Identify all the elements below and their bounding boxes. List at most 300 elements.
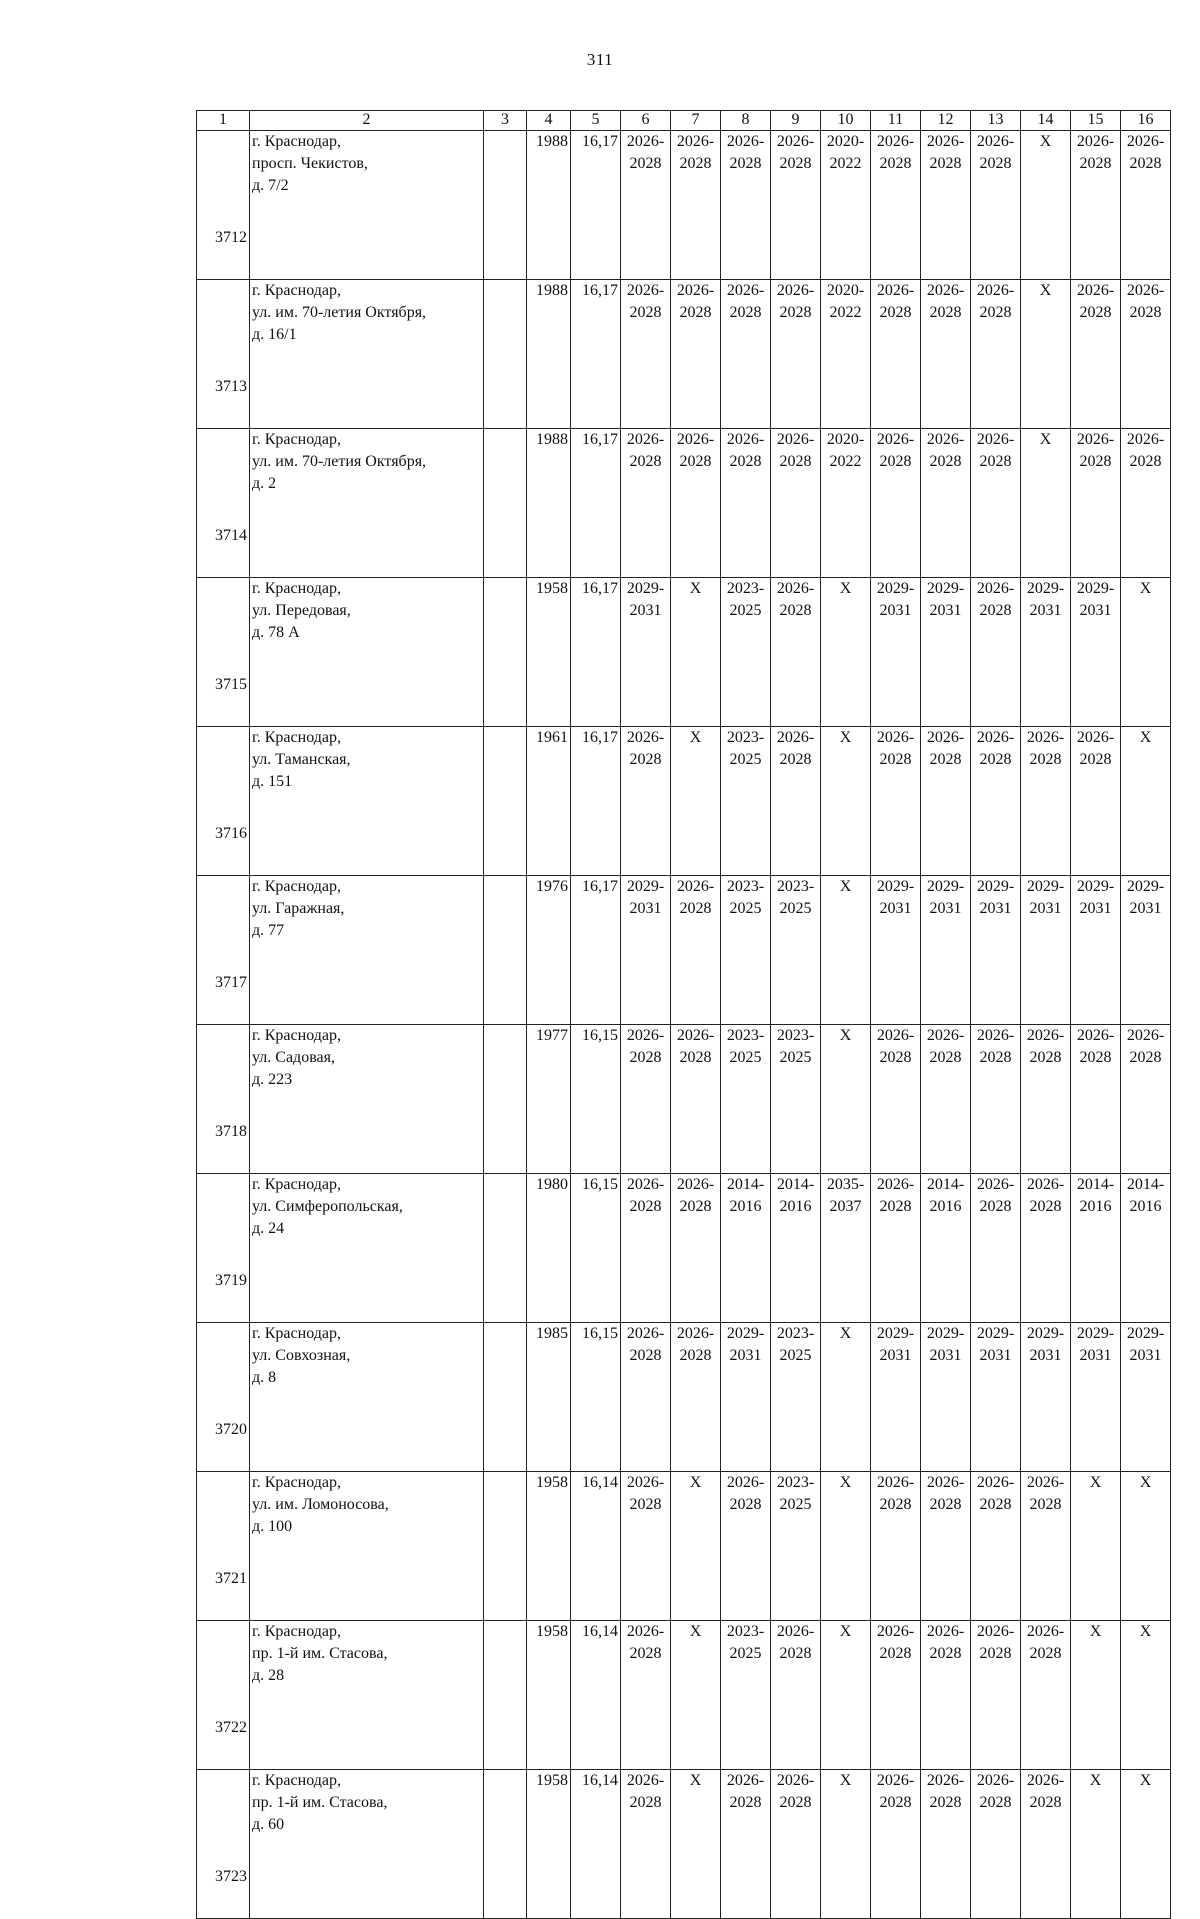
period-start: 2026- xyxy=(1026,1623,1065,1640)
period-start: 2026- xyxy=(926,729,965,746)
column-header-7: 7 xyxy=(671,111,721,131)
period-start: X xyxy=(1139,1474,1152,1491)
period-cell xyxy=(621,131,671,280)
year-cell: 1958 xyxy=(527,1472,571,1621)
period-start: 2026- xyxy=(1026,1027,1065,1044)
period-start: X xyxy=(1089,1772,1102,1789)
period-end: 2028 xyxy=(779,155,812,172)
column-header-11: 11 xyxy=(871,111,921,131)
period-end: 2028 xyxy=(1029,1049,1062,1066)
period-end: 2028 xyxy=(929,1645,962,1662)
period-start: 2026- xyxy=(1126,1027,1165,1044)
period-start: 2026- xyxy=(1126,431,1165,448)
table-row xyxy=(197,727,1171,876)
period-start: 2026- xyxy=(876,729,915,746)
period-cell xyxy=(971,876,1021,1025)
table-row xyxy=(197,429,1171,578)
period-end: 2028 xyxy=(979,1198,1012,1215)
period-start: 2023- xyxy=(726,729,765,746)
period-cell xyxy=(871,876,921,1025)
period-start: 2026- xyxy=(626,1325,665,1342)
period-end: 2028 xyxy=(629,453,662,470)
period-end: 2028 xyxy=(1079,1049,1112,1066)
address-cell xyxy=(250,131,484,280)
row-number: 3713 xyxy=(197,280,250,429)
row-number: 3716 xyxy=(197,727,250,876)
period-end: 2028 xyxy=(929,1496,962,1513)
period-cell xyxy=(921,578,971,727)
period-cell xyxy=(821,280,871,429)
period-end: 2028 xyxy=(879,1794,912,1811)
value-cell: 16,15 xyxy=(571,1323,621,1472)
period-cell xyxy=(721,578,771,727)
table-row xyxy=(197,1323,1171,1472)
period-cell xyxy=(821,1174,871,1323)
address-cell xyxy=(250,429,484,578)
period-cell xyxy=(1121,131,1171,280)
period-cell xyxy=(921,1025,971,1174)
period-cell xyxy=(671,727,721,876)
period-cell xyxy=(721,876,771,1025)
register-table xyxy=(196,110,1171,1919)
address-line: д. 8 xyxy=(252,1369,277,1386)
period-end: 2028 xyxy=(729,304,762,321)
period-start: 2023- xyxy=(776,1474,815,1491)
period-cell xyxy=(921,1770,971,1919)
period-end: 2028 xyxy=(629,1645,662,1662)
period-start: X xyxy=(839,1325,852,1342)
period-cell xyxy=(871,727,921,876)
period-end: 2031 xyxy=(1029,1347,1062,1364)
period-start: 2029- xyxy=(1026,580,1065,597)
period-start: 2029- xyxy=(1126,1325,1165,1342)
period-end: 2016 xyxy=(1079,1198,1112,1215)
address-cell xyxy=(250,1025,484,1174)
period-end: 2028 xyxy=(979,155,1012,172)
period-end: 2025 xyxy=(729,751,762,768)
period-cell xyxy=(1071,727,1121,876)
column-header-16: 16 xyxy=(1121,111,1171,131)
column-3-cell xyxy=(484,1770,527,1919)
period-cell xyxy=(771,131,821,280)
period-start: 2014- xyxy=(776,1176,815,1193)
period-end: 2028 xyxy=(779,1645,812,1662)
period-end: 2028 xyxy=(679,1198,712,1215)
period-end: 2028 xyxy=(1079,304,1112,321)
period-start: 2026- xyxy=(1026,1176,1065,1193)
period-start: 2020- xyxy=(826,431,865,448)
column-3-cell xyxy=(484,1621,527,1770)
period-start: 2026- xyxy=(626,282,665,299)
period-cell xyxy=(871,1323,921,1472)
period-start: 2014- xyxy=(726,1176,765,1193)
period-cell xyxy=(771,1472,821,1621)
period-cell xyxy=(721,1174,771,1323)
period-end: 2031 xyxy=(1079,900,1112,917)
period-start: 2026- xyxy=(776,580,815,597)
period-start: 2026- xyxy=(626,133,665,150)
period-start: 2029- xyxy=(726,1325,765,1342)
period-cell xyxy=(721,1323,771,1472)
period-start: X xyxy=(1139,1623,1152,1640)
row-number: 3721 xyxy=(197,1472,250,1621)
period-end: 2028 xyxy=(629,1198,662,1215)
period-cell xyxy=(1121,1621,1171,1770)
period-start: 2029- xyxy=(1026,1325,1065,1342)
period-cell xyxy=(971,727,1021,876)
period-start: 2026- xyxy=(876,1772,915,1789)
period-end: 2028 xyxy=(929,155,962,172)
row-number: 3722 xyxy=(197,1621,250,1770)
period-end: 2028 xyxy=(729,453,762,470)
address-line: д. 77 xyxy=(252,922,285,939)
period-cell xyxy=(671,1621,721,1770)
period-end: 2025 xyxy=(779,1049,812,1066)
period-start: 2026- xyxy=(976,1623,1015,1640)
period-cell xyxy=(621,1025,671,1174)
period-cell xyxy=(771,1770,821,1919)
period-end: 2028 xyxy=(1029,1794,1062,1811)
table-row xyxy=(197,1621,1171,1770)
period-start: 2026- xyxy=(1126,282,1165,299)
period-end: 2016 xyxy=(929,1198,962,1215)
column-header-13: 13 xyxy=(971,111,1021,131)
period-end: 2028 xyxy=(779,751,812,768)
period-start: 2023- xyxy=(776,878,815,895)
period-end: 2031 xyxy=(1029,602,1062,619)
period-start: 2029- xyxy=(1076,580,1115,597)
value-cell: 16,14 xyxy=(571,1770,621,1919)
period-cell xyxy=(971,1174,1021,1323)
column-3-cell xyxy=(484,1174,527,1323)
period-end: 2025 xyxy=(729,900,762,917)
row-number: 3720 xyxy=(197,1323,250,1472)
period-cell xyxy=(721,1472,771,1621)
period-start: 2026- xyxy=(626,1474,665,1491)
period-cell xyxy=(721,131,771,280)
period-start: 2014- xyxy=(926,1176,965,1193)
period-end: 2028 xyxy=(679,304,712,321)
period-start: X xyxy=(1139,729,1152,746)
period-end: 2028 xyxy=(679,1347,712,1364)
period-cell xyxy=(1021,131,1071,280)
period-start: 2026- xyxy=(926,1474,965,1491)
period-end: 2028 xyxy=(729,1496,762,1513)
period-end: 2028 xyxy=(1029,1496,1062,1513)
period-start: 2026- xyxy=(976,1176,1015,1193)
period-start: 2014- xyxy=(1126,1176,1165,1193)
address-line: ул. Гаражная, xyxy=(252,900,345,917)
column-3-cell xyxy=(484,429,527,578)
period-end: 2031 xyxy=(1079,1347,1112,1364)
period-cell xyxy=(771,1621,821,1770)
period-cell xyxy=(1071,1174,1121,1323)
year-cell: 1980 xyxy=(527,1174,571,1323)
period-start: 2014- xyxy=(1076,1176,1115,1193)
column-header-6: 6 xyxy=(621,111,671,131)
period-end: 2025 xyxy=(779,1496,812,1513)
period-end: 2028 xyxy=(779,304,812,321)
address-line: пр. 1-й им. Стасова, xyxy=(252,1794,388,1811)
address-line: г. Краснодар, xyxy=(252,1325,341,1342)
address-line: ул. Симферопольская, xyxy=(252,1198,403,1215)
period-start: X xyxy=(839,1623,852,1640)
period-end: 2028 xyxy=(629,1347,662,1364)
period-start: 2026- xyxy=(1026,729,1065,746)
period-cell xyxy=(1071,1472,1121,1621)
address-cell xyxy=(250,727,484,876)
column-3-cell xyxy=(484,1025,527,1174)
period-start: 2023- xyxy=(726,878,765,895)
period-start: 2029- xyxy=(626,878,665,895)
period-end: 2031 xyxy=(1129,900,1162,917)
column-header-8: 8 xyxy=(721,111,771,131)
period-start: 2026- xyxy=(1076,282,1115,299)
period-cell xyxy=(1021,1472,1071,1621)
period-end: 2031 xyxy=(629,602,662,619)
period-cell xyxy=(621,578,671,727)
period-end: 2028 xyxy=(629,1496,662,1513)
address-line: г. Краснодар, xyxy=(252,133,341,150)
table-row xyxy=(197,1770,1171,1919)
period-start: X xyxy=(1089,1623,1102,1640)
period-cell xyxy=(671,1025,721,1174)
period-cell xyxy=(1021,1025,1071,1174)
table-row xyxy=(197,578,1171,727)
column-3-cell xyxy=(484,280,527,429)
period-start: X xyxy=(839,878,852,895)
period-cell xyxy=(921,1472,971,1621)
period-cell xyxy=(921,727,971,876)
period-cell xyxy=(671,876,721,1025)
period-start: 2029- xyxy=(626,580,665,597)
period-end: 2028 xyxy=(979,1794,1012,1811)
period-start: X xyxy=(1039,133,1052,150)
period-end: 2016 xyxy=(1129,1198,1162,1215)
period-end: 2028 xyxy=(1029,751,1062,768)
period-start: 2026- xyxy=(926,1027,965,1044)
period-end: 2028 xyxy=(629,751,662,768)
period-end: 2031 xyxy=(929,1347,962,1364)
row-number: 3718 xyxy=(197,1025,250,1174)
period-start: X xyxy=(1039,431,1052,448)
period-cell xyxy=(721,1621,771,1770)
period-end: 2028 xyxy=(979,1645,1012,1662)
period-end: 2028 xyxy=(929,1049,962,1066)
row-number: 3717 xyxy=(197,876,250,1025)
period-end: 2022 xyxy=(829,453,862,470)
address-cell xyxy=(250,1472,484,1621)
period-start: 2026- xyxy=(776,729,815,746)
value-cell: 16,17 xyxy=(571,727,621,876)
period-start: 2026- xyxy=(776,1623,815,1640)
period-cell xyxy=(1021,727,1071,876)
period-start: 2026- xyxy=(926,1772,965,1789)
period-cell xyxy=(871,1472,921,1621)
address-line: ул. им. 70-летия Октября, xyxy=(252,304,427,321)
period-end: 2031 xyxy=(979,900,1012,917)
period-start: 2029- xyxy=(1126,878,1165,895)
period-cell xyxy=(1021,876,1071,1025)
period-end: 2028 xyxy=(679,900,712,917)
period-cell xyxy=(921,429,971,578)
period-cell xyxy=(971,131,1021,280)
period-end: 2025 xyxy=(779,1347,812,1364)
address-line: г. Краснодар, xyxy=(252,431,341,448)
period-start: 2026- xyxy=(876,1623,915,1640)
period-start: 2026- xyxy=(626,1623,665,1640)
period-cell xyxy=(721,429,771,578)
period-start: X xyxy=(1139,1772,1152,1789)
period-cell xyxy=(821,876,871,1025)
period-start: 2026- xyxy=(626,1772,665,1789)
table-body xyxy=(197,131,1171,1919)
period-end: 2022 xyxy=(829,155,862,172)
period-cell xyxy=(1071,876,1121,1025)
period-start: 2020- xyxy=(826,282,865,299)
period-start: 2029- xyxy=(976,1325,1015,1342)
period-start: 2029- xyxy=(926,580,965,597)
period-start: 2026- xyxy=(726,133,765,150)
period-cell xyxy=(671,1770,721,1919)
period-cell xyxy=(921,280,971,429)
period-end: 2028 xyxy=(1079,453,1112,470)
period-end: 2028 xyxy=(929,453,962,470)
period-cell xyxy=(621,1770,671,1919)
address-line: г. Краснодар, xyxy=(252,729,341,746)
period-start: 2026- xyxy=(876,1474,915,1491)
period-cell xyxy=(1071,280,1121,429)
address-line: д. 24 xyxy=(252,1220,285,1237)
period-start: 2026- xyxy=(976,580,1015,597)
period-cell xyxy=(621,429,671,578)
period-cell xyxy=(871,280,921,429)
period-start: 2026- xyxy=(876,431,915,448)
period-cell xyxy=(621,1472,671,1621)
period-start: X xyxy=(839,1474,852,1491)
period-end: 2028 xyxy=(779,602,812,619)
period-start: 2026- xyxy=(676,282,715,299)
period-end: 2028 xyxy=(879,453,912,470)
period-cell xyxy=(821,429,871,578)
row-number: 3715 xyxy=(197,578,250,727)
period-end: 2028 xyxy=(929,1794,962,1811)
address-line: пр. 1-й им. Стасова, xyxy=(252,1645,388,1662)
period-start: 2029- xyxy=(926,1325,965,1342)
period-cell xyxy=(921,131,971,280)
period-end: 2016 xyxy=(779,1198,812,1215)
address-line: д. 151 xyxy=(252,773,293,790)
header-row xyxy=(197,111,1171,131)
column-3-cell xyxy=(484,876,527,1025)
period-cell xyxy=(1071,578,1121,727)
year-cell: 1988 xyxy=(527,280,571,429)
address-line: ул. Садовая, xyxy=(252,1049,335,1066)
period-cell xyxy=(771,1174,821,1323)
period-end: 2028 xyxy=(979,1049,1012,1066)
period-cell xyxy=(921,1621,971,1770)
period-cell xyxy=(771,727,821,876)
period-cell xyxy=(1021,1621,1071,1770)
period-end: 2028 xyxy=(779,453,812,470)
period-end: 2028 xyxy=(629,1794,662,1811)
period-start: 2029- xyxy=(976,878,1015,895)
row-number: 3719 xyxy=(197,1174,250,1323)
column-3-cell xyxy=(484,1323,527,1472)
period-start: 2026- xyxy=(876,133,915,150)
period-start: 2029- xyxy=(926,878,965,895)
period-cell xyxy=(621,1621,671,1770)
period-start: 2026- xyxy=(776,133,815,150)
column-header-14: 14 xyxy=(1021,111,1071,131)
period-cell xyxy=(821,1025,871,1174)
period-end: 2028 xyxy=(1129,453,1162,470)
period-end: 2028 xyxy=(629,155,662,172)
period-cell xyxy=(1071,1025,1121,1174)
column-header-3: 3 xyxy=(484,111,527,131)
period-start: X xyxy=(839,580,852,597)
period-end: 2031 xyxy=(879,900,912,917)
period-start: 2026- xyxy=(726,1474,765,1491)
value-cell: 16,17 xyxy=(571,131,621,280)
period-cell xyxy=(1121,1174,1171,1323)
period-start: 2026- xyxy=(876,1176,915,1193)
period-start: 2026- xyxy=(726,282,765,299)
year-cell: 1961 xyxy=(527,727,571,876)
period-cell xyxy=(821,1472,871,1621)
period-end: 2025 xyxy=(729,1049,762,1066)
period-end: 2031 xyxy=(1029,900,1062,917)
period-start: 2023- xyxy=(776,1325,815,1342)
period-start: 2029- xyxy=(1076,1325,1115,1342)
period-cell xyxy=(1071,1323,1121,1472)
period-start: 2023- xyxy=(726,580,765,597)
period-start: 2029- xyxy=(876,878,915,895)
period-start: 2029- xyxy=(876,580,915,597)
table-row xyxy=(197,1472,1171,1621)
period-start: 2023- xyxy=(776,1027,815,1044)
period-start: 2026- xyxy=(976,282,1015,299)
year-cell: 1988 xyxy=(527,131,571,280)
period-start: 2026- xyxy=(676,133,715,150)
address-line: д. 16/1 xyxy=(252,326,297,343)
address-line: д. 2 xyxy=(252,475,277,492)
period-cell xyxy=(871,131,921,280)
period-start: 2026- xyxy=(1076,1027,1115,1044)
table-row xyxy=(197,1025,1171,1174)
period-cell xyxy=(1071,1770,1121,1919)
address-line: г. Краснодар, xyxy=(252,580,341,597)
year-cell: 1958 xyxy=(527,1770,571,1919)
period-end: 2031 xyxy=(979,1347,1012,1364)
table-row xyxy=(197,280,1171,429)
period-end: 2028 xyxy=(729,155,762,172)
period-start: 2029- xyxy=(1026,878,1065,895)
address-cell xyxy=(250,578,484,727)
period-cell xyxy=(721,1025,771,1174)
period-end: 2028 xyxy=(679,453,712,470)
period-start: 2026- xyxy=(876,1027,915,1044)
column-header-12: 12 xyxy=(921,111,971,131)
value-cell: 16,14 xyxy=(571,1621,621,1770)
period-start: 2026- xyxy=(1076,133,1115,150)
period-start: 2026- xyxy=(626,1176,665,1193)
period-end: 2028 xyxy=(1079,155,1112,172)
period-start: 2026- xyxy=(676,431,715,448)
period-start: 2026- xyxy=(1076,729,1115,746)
period-start: X xyxy=(839,1772,852,1789)
period-end: 2028 xyxy=(1129,304,1162,321)
